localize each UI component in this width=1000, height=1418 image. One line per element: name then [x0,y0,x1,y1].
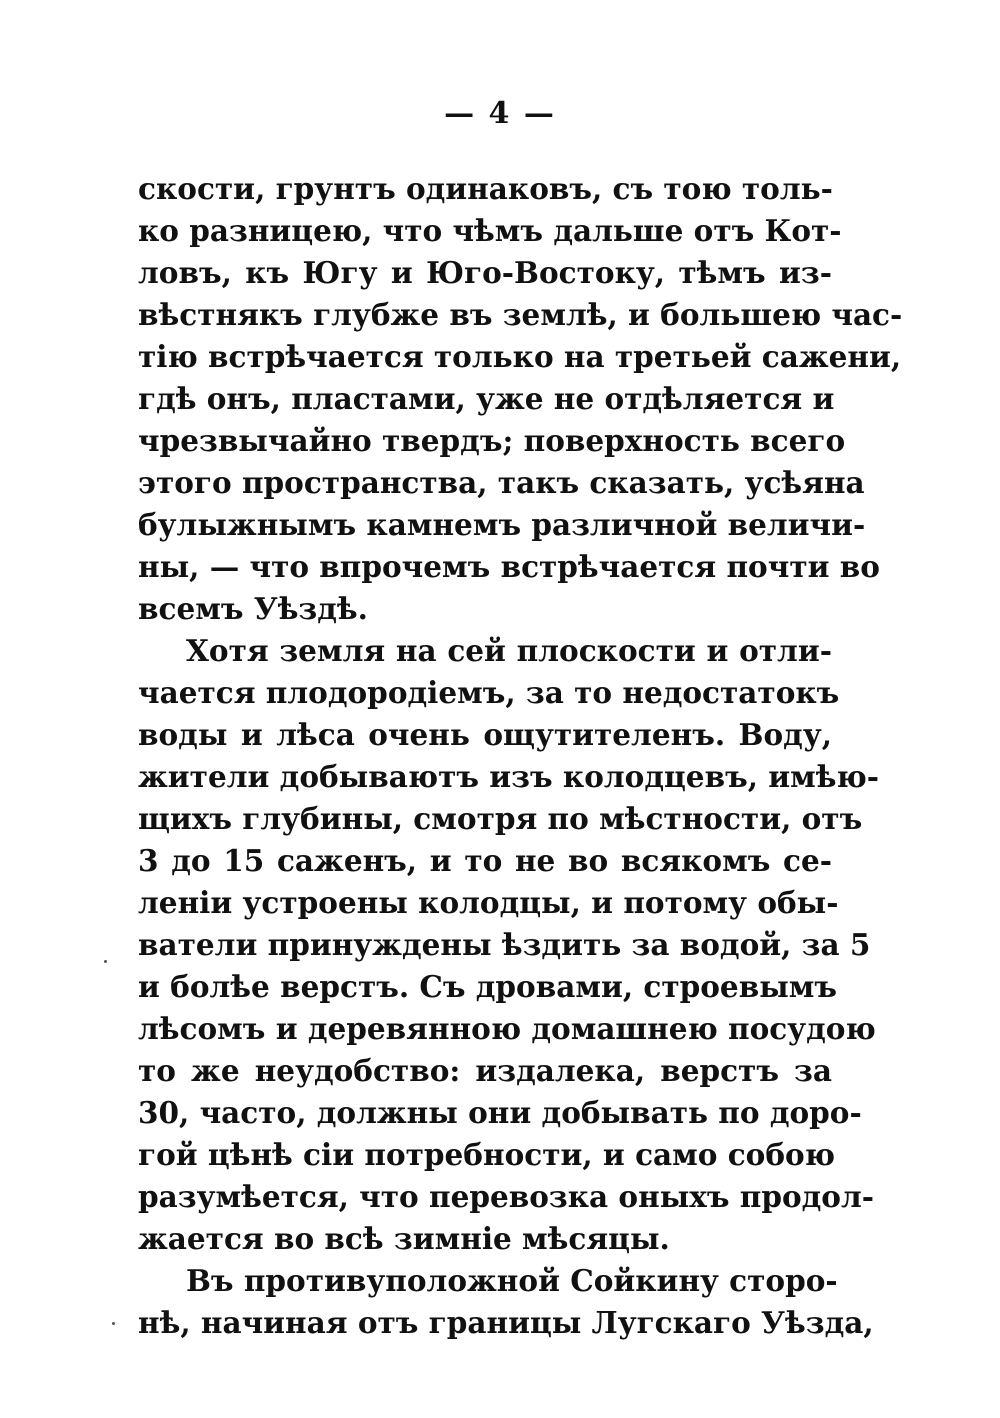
text-line: ко разницею, что чѣмъ дальше отъ Кот- [138,213,842,248]
text-line: разумѣется, что перевозка оныхъ продол- [138,1179,875,1214]
text-line: лѣсомъ и деревянною домашнею посудою [138,1011,876,1046]
text-line: Хотя земля на сей плоскости и отли- [186,633,832,668]
text-line: ны, — что впрочемъ встрѣчается почти во [138,549,880,584]
scan-speck [112,1322,115,1325]
text-line: жается во всѣ зимніе мѣсяцы. [138,1221,670,1256]
text-line: гой цѣнѣ сіи потребности, и само собою [138,1137,835,1172]
text-line: ловъ, къ Югу и Юго-Востоку, тѣмъ из- [138,255,832,290]
text-line: и болѣе верстъ. Съ дровами, строевымъ [138,969,838,1004]
text-line: 3 до 15 саженъ, и то не во всякомъ се- [138,843,832,878]
text-line: чрезвычайно твердъ; поверхность всего [138,423,846,458]
text-line: скости, грунтъ одинаковъ, съ тою толь- [138,171,833,206]
text-line: ватели принуждены ѣздить за водой, за 5 [138,927,871,962]
text-line: жители добываютъ изъ колодцевъ, имѣю- [138,759,879,794]
text-line: этого пространства, такъ сказать, усѣяна [138,465,865,500]
text-line: щихъ глубины, смотря по мѣстности, отъ [138,801,863,836]
page-number: — 4 — [444,96,556,131]
text-line: 30, часто, должны они добывать по доро- [138,1095,862,1130]
text-line: вѣстнякъ глубже въ землѣ, и большею час- [138,297,903,332]
text-line: воды и лѣса очень ощутителенъ. Воду, [138,717,832,752]
text-line: леніи устроены колодцы, и потому обы- [138,885,839,920]
text-line: нѣ, начиная отъ границы Лугскаго Уѣзда, [138,1305,874,1340]
text-line: булыжнымъ камнемъ различной величи- [138,507,866,542]
paragraph-2 [138,630,879,1260]
paragraph-1 [138,168,903,630]
text-line: всемъ Уѣздѣ. [138,591,368,626]
paragraph-3 [138,1260,874,1344]
text-line: Въ противуположной Сойкину сторо- [186,1263,838,1298]
text-line: гдѣ онъ, пластами, уже не отдѣляется и [138,381,835,416]
text-line: чается плодородіемъ, за то недостатокъ [138,675,840,710]
text-line: тію встрѣчается только на третьей сажени, [138,339,902,374]
scan-speck [104,960,107,963]
text-block [138,168,903,1344]
text-line: то же неудобство: издалека, верстъ за [138,1053,832,1088]
